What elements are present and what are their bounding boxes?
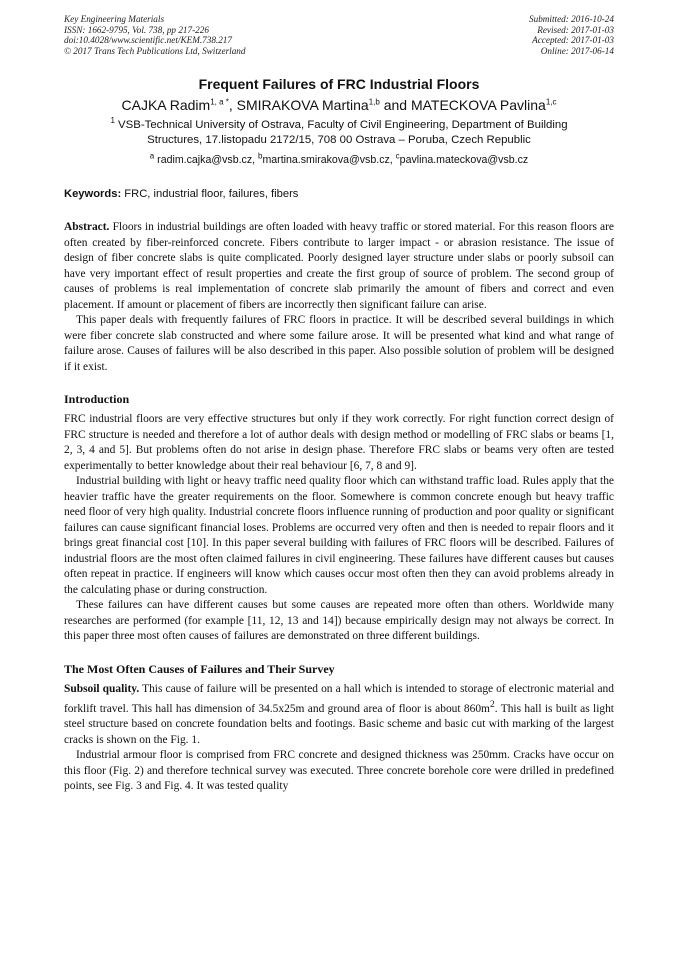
author-affiliation-mark: 1,b <box>368 97 380 107</box>
author-affiliation-mark: 1,c <box>545 97 557 107</box>
abstract-paragraph <box>64 220 614 313</box>
revised-date: Revised: 2017-01-03 <box>537 24 614 35</box>
body-paragraph: These failures can have different causes but some causes are repeated more often than others. Worldwide many researches are performed (for example [11, 12, 13 and 14]) because empirically design may not always be correct. In this paper three most often causes of failures are demonstrated on three different buildings. <box>64 599 614 642</box>
email-mark: a <box>149 151 155 161</box>
publication-dates <box>529 14 614 56</box>
journal-info <box>64 14 245 56</box>
affiliation-line: Structures, 17.listopadu 2172/15, 708 00 Ostrava – Poruba, Czech Republic <box>147 134 531 146</box>
section-heading-introduction: Introduction <box>64 392 130 406</box>
body-paragraph: FRC industrial floors are very effective structures but only if they work correctly. For right function correct design of FRC structure is needed and therefore a lot of author deals with design method or modelling of FRC slabs or beams [1, 2, 3, 4 and 5]. But problems often do not arise in design phase. Therefore FRC slabs or beams very often are tested experimentally to better knowledge about their real behaviour [6, 7, 8 and 9]. <box>64 413 614 472</box>
email-mark: c <box>395 151 400 161</box>
survey-section <box>64 682 614 795</box>
author-name: MATECKOVA Pavlina <box>410 97 546 113</box>
author-affiliation-mark: 1, a * <box>210 97 229 107</box>
paper-title: Frequent Failures of FRC Industrial Floors <box>198 76 480 92</box>
subsoil-label: Subsoil quality. <box>64 682 140 695</box>
author-separator: , <box>228 97 237 113</box>
abstract-paragraph: This paper deals with frequently failures of FRC floors in practice. It will be described several buildings in which were fiber concrete slab constructed and where some failure arose. It will be presented what kind and what range of failure arose. Causes of failures will be also described in this paper. Also possible solution of problem will be designed if it exist. <box>64 314 614 373</box>
author-separator: and <box>379 97 411 113</box>
online-date: Online: 2017-06-14 <box>540 45 614 56</box>
accepted-date: Accepted: 2017-01-03 <box>532 35 614 45</box>
body-paragraph <box>64 682 614 749</box>
author-name: CAJKA Radim <box>121 97 211 113</box>
keywords-label: Keywords: <box>64 188 122 200</box>
author-list <box>64 96 614 114</box>
journal-header <box>64 14 614 56</box>
abstract-text: Floors in industrial buildings are often loaded with heavy traffic or stored material. For this reason floors are often created by fiber-reinforced concrete. Fibers contribute to larger impact - or abrasion resistance. The issue of design of fiber concrete slabs is quite complicated. Poorly designed layer structure under slabs or poorly subsoil can have very important effect of result properties and create the first group of source of problem. The second group of causes of problems is real implementation of concrete slab primarily the amount of fibers and correct and even placement. If amount or placement of fibers are incorrectly then significant failure can arise. <box>64 221 614 311</box>
copyright: © 2017 Trans Tech Publications Ltd, Switzerland <box>64 45 246 56</box>
affiliation-line: VSB-Technical University of Ostrava, Faculty of Civil Engineering, Department of Building <box>114 119 568 131</box>
body-text-run: This cause of failure will be presented on a hall which is intended to storage of electronic material and forklift travel. This hall has dimension of 34.5x25m and ground area of floor is about 860m <box>64 682 614 715</box>
submitted-date: Submitted: 2016-10-24 <box>529 14 614 24</box>
author-name: SMIRAKOVA Martina <box>236 97 369 113</box>
email-link[interactable]: pavlina.mateckova@vsb.cz <box>399 154 529 166</box>
author-emails <box>64 153 614 167</box>
abstract-section <box>64 220 614 375</box>
journal-name: Key Engineering Materials <box>64 14 165 24</box>
body-paragraph: Industrial building with light or heavy traffic need quality floor which can withstand traffic load. Rules apply that the heavier traffic have the greater requirements on the floor. Somewhere is common concrete enough but heavy traffic need floor of very high quality. Industrial concrete floors influence running of production and poor quality or significant failures can cause significant financial loses. Problems are occurred very often and then is needed to repair floors and it brings great financial cost [10]. In this paper several building with failures of FRC floors will be described. Failures of industrial floors are the most often claimed failures in civil engineering. These failures have different causes but causes often repeat in practice. If engineers will know which causes occur most often then they can avoid problems already in the calculating phase or during construction. <box>64 475 615 596</box>
abstract-label: Abstract. <box>64 221 110 233</box>
email-link[interactable]: martina.smirakova@vsb.cz, <box>262 154 396 166</box>
email-mark: b <box>258 151 263 161</box>
affiliation-mark: 1 <box>110 116 115 126</box>
keywords <box>64 187 614 201</box>
issn: ISSN: 1662-9795, Vol. 738, pp 217-226 <box>64 24 209 35</box>
keywords-text: FRC, industrial floor, failures, fibers <box>121 188 299 200</box>
section-heading-survey: The Most Often Causes of Failures and Their Survey <box>64 661 335 676</box>
superscript: 2 <box>489 699 495 710</box>
introduction-section <box>64 412 614 645</box>
body-text-run: . This hall is built as light steel structure based on concrete foundation belts and footings. Basic scheme and basic cut with marking of the largest cracks is shown on the Fig. 1. <box>64 702 614 746</box>
doi: doi:10.4028/www.scientific.net/KEM.738.217 <box>64 35 232 45</box>
affiliation <box>64 118 614 148</box>
email-link[interactable]: radim.cajka@vsb.cz, <box>154 154 259 166</box>
body-paragraph: Industrial armour floor is comprised from FRC concrete and designed thickness was 250mm. Cracks have occur on this floor (Fig. 2) and therefore technical survey was executed. Three concrete borehole core were drilled in predefined points, see Fig. 3 and Fig. 4. It was tested quality <box>64 749 614 793</box>
